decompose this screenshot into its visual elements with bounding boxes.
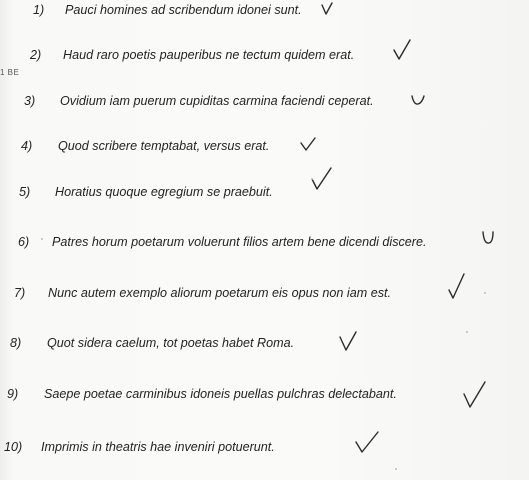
sentence-text: Quot sidera caelum, tot poetas habet Roma. [47, 336, 295, 350]
sentence-number: 4) [21, 139, 33, 153]
sentence-row-6 [18, 234, 427, 250]
scan-speck [466, 331, 468, 333]
sentence-row-4 [21, 138, 269, 154]
sentence-row-2 [30, 47, 354, 63]
sentence-number: 2) [30, 48, 42, 62]
sentence-row-8 [10, 335, 294, 351]
sentence-row-3 [24, 93, 374, 109]
margin-note: 1 BE [0, 68, 20, 77]
check-icon [481, 230, 495, 246]
scan-speck [395, 468, 397, 470]
sentence-number: 6) [18, 235, 30, 249]
sentence-number: 9) [7, 387, 19, 401]
scan-speck [311, 178, 313, 180]
check-icon [338, 330, 358, 352]
scan-speck [484, 292, 486, 294]
sentence-number: 10) [4, 440, 23, 454]
sentence-number: 3) [24, 94, 36, 108]
check-icon [392, 38, 412, 62]
sentence-text: Ovidium iam puerum cupiditas carmina faciendi ceperat. [60, 94, 374, 108]
sentence-row-7 [14, 285, 391, 301]
sentence-row-5 [19, 184, 273, 200]
sentence-text: Pauci homines ad scribendum idonei sunt. [65, 3, 302, 17]
sentence-text: Nunc autem exemplo aliorum poetarum eis opus non iam est. [48, 286, 392, 300]
sentence-text: Haud raro poetis pauperibus ne tectum quidem erat. [63, 48, 355, 62]
sentence-text: Patres horum poetarum voluerunt filios artem bene dicendi discere. [52, 235, 427, 249]
sentence-row-10 [4, 439, 275, 455]
sentence-number: 1) [33, 3, 45, 17]
sentence-number: 8) [10, 336, 22, 350]
check-icon [310, 166, 334, 192]
check-icon [410, 93, 426, 107]
check-icon [462, 380, 488, 410]
sentence-row-9 [7, 386, 397, 402]
sentence-number: 5) [19, 185, 31, 199]
sentence-text: Quod scribere temptabat, versus erat. [58, 139, 270, 153]
sentence-number: 7) [14, 286, 26, 300]
check-icon [299, 136, 317, 152]
check-icon [354, 430, 380, 454]
check-icon [320, 2, 334, 16]
scan-speck [41, 238, 43, 240]
check-icon [447, 272, 467, 300]
sentence-row-1 [33, 2, 302, 18]
sentence-text: Imprimis in theatris hae inveniri potuerunt. [41, 440, 275, 454]
sentence-text: Saepe poetae carminibus idoneis puellas pulchras delectabant. [44, 387, 397, 401]
sentence-text: Horatius quoque egregium se praebuit. [55, 185, 273, 199]
